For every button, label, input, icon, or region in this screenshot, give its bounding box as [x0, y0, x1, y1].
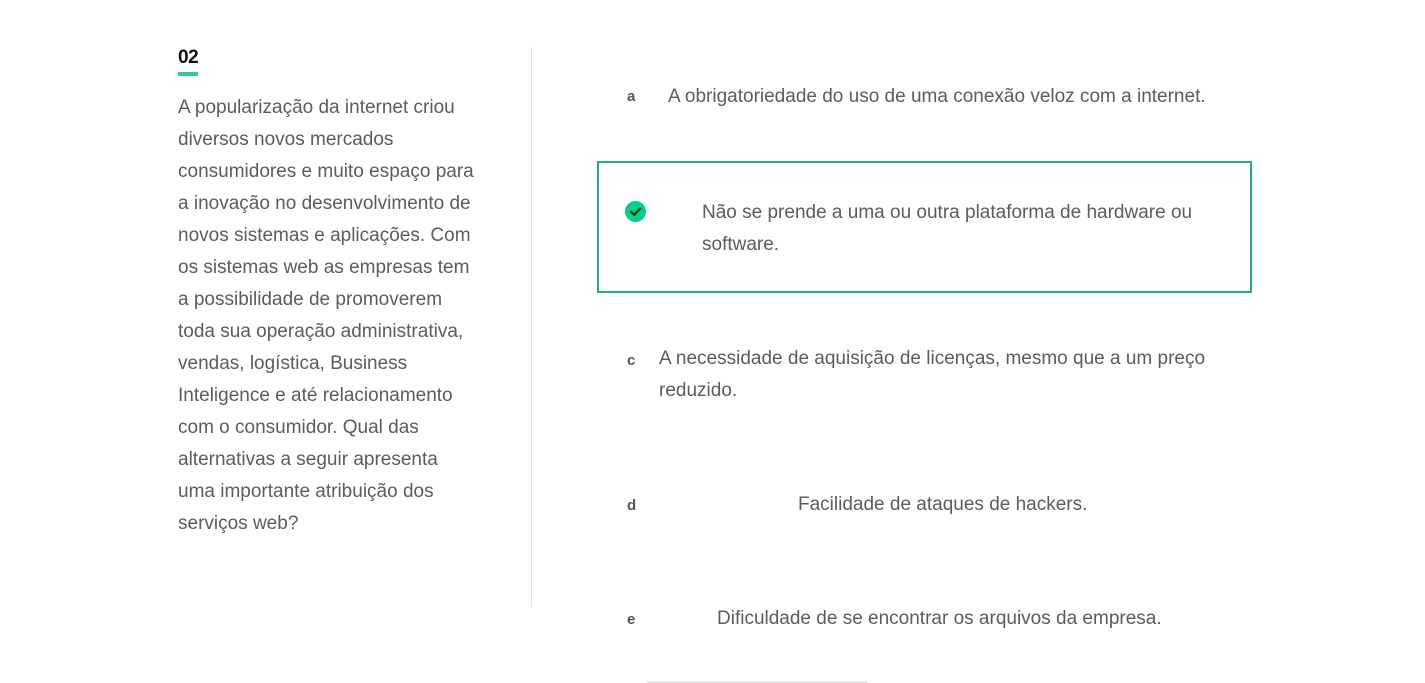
option-a[interactable] — [597, 80, 1252, 120]
option-letter: a — [627, 88, 636, 105]
option-letter: c — [627, 352, 636, 369]
option-text: Facilidade de ataques de hackers. — [798, 494, 1088, 515]
column-divider — [531, 47, 532, 607]
question-number: 02 — [178, 46, 198, 76]
question-panel — [178, 46, 478, 540]
option-e[interactable] — [597, 602, 1252, 642]
option-letter: d — [627, 497, 637, 514]
option-b[interactable] — [597, 161, 1252, 293]
option-text: Dificuldade de se encontrar os arquivos da empresa. — [717, 608, 1162, 629]
option-text: Não se prende a uma ou outra plataforma de hardware ou software. — [702, 202, 1193, 255]
option-letter: e — [627, 611, 636, 628]
question-text: A popularização da internet criou diversos novos mercados consumidores e muito espaço para a inovação no desenvolvimento de novos sistemas e aplicações. Com os sistemas web as empresas tem a possibilidade de promoverem toda sua operação administrativa, vendas, logística, Business Inteligence e até relacionamento com o consumidor. Qual das alternativas a seguir apresenta uma importante atribuição dos serviços web? — [178, 97, 474, 534]
check-circle-icon — [625, 201, 646, 222]
option-d[interactable] — [597, 488, 1252, 528]
option-text: A obrigatoriedade do uso de uma conexão veloz com a internet. — [668, 86, 1206, 107]
option-c[interactable] — [597, 342, 1252, 412]
option-text: A necessidade de aquisição de licenças, mesmo que a um preço reduzido. — [659, 348, 1206, 401]
